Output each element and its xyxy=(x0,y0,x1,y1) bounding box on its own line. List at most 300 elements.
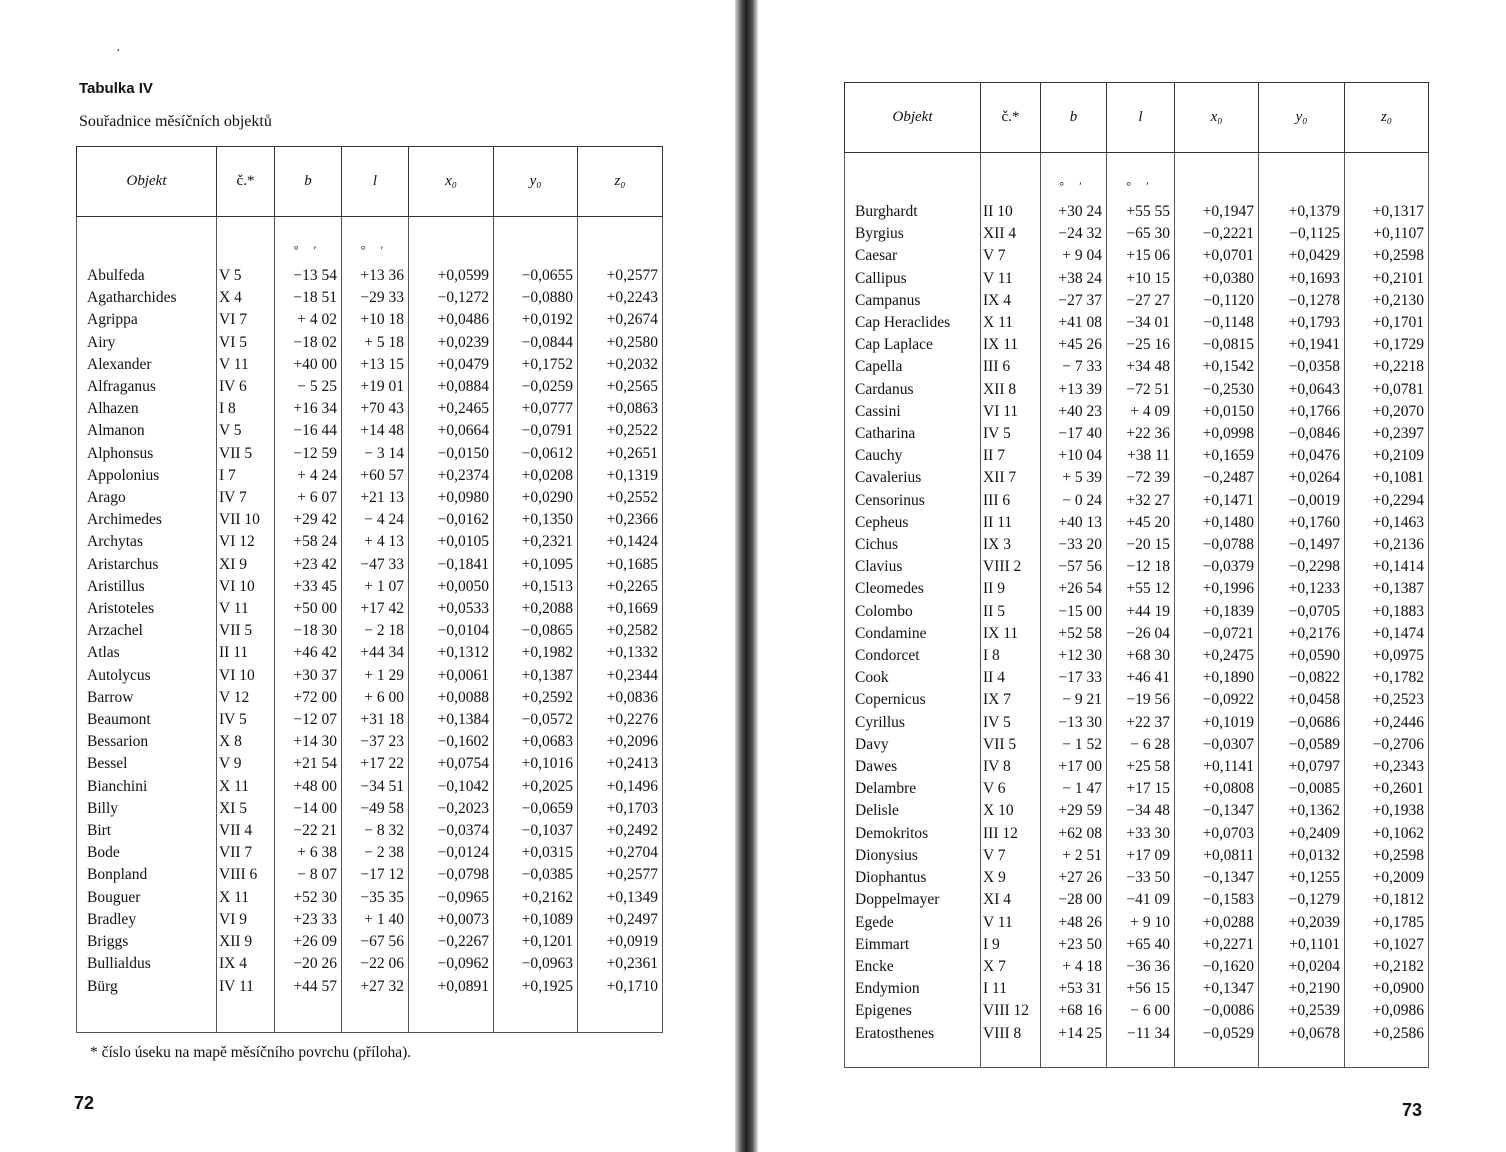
coord-y0: +0,0192 xyxy=(494,309,578,331)
table-header-row xyxy=(77,147,663,217)
longitude-l: − 8 32 xyxy=(342,820,409,842)
longitude-l: +31 18 xyxy=(342,709,409,731)
longitude-l: +22 37 xyxy=(1107,712,1175,734)
latitude-b: +68 16 xyxy=(1041,1000,1107,1022)
coord-z0: +0,1317 xyxy=(1345,201,1429,223)
coord-y0: −0,1278 xyxy=(1259,290,1345,312)
coord-z0: +0,1027 xyxy=(1345,934,1429,956)
coord-z0: +0,1701 xyxy=(1345,312,1429,334)
object-name: Bouguer xyxy=(77,887,217,909)
longitude-l: +15 06 xyxy=(1107,245,1175,267)
table-row xyxy=(77,887,663,909)
coord-x0: −0,0788 xyxy=(1175,534,1259,556)
table-end-cell xyxy=(1107,1045,1175,1068)
coord-z0: +0,1685 xyxy=(578,554,663,576)
latitude-b: +40 13 xyxy=(1041,512,1107,534)
object-name: Airy xyxy=(77,332,217,354)
longitude-l: − 6 28 xyxy=(1107,734,1175,756)
longitude-l: − 6 00 xyxy=(1107,1000,1175,1022)
object-name: Burghardt xyxy=(845,201,981,223)
object-name: Davy xyxy=(845,734,981,756)
table-row xyxy=(77,287,663,309)
section-number: VIII 2 xyxy=(981,556,1041,578)
table-row xyxy=(845,379,1429,401)
longitude-l: +14 48 xyxy=(342,420,409,442)
coord-y0: +0,1201 xyxy=(494,931,578,953)
latitude-b: −20 26 xyxy=(275,953,342,975)
object-name: Aristarchus xyxy=(77,554,217,576)
header-z0: z₀ xyxy=(1345,83,1429,153)
latitude-b: +52 30 xyxy=(275,887,342,909)
object-name: Catharina xyxy=(845,423,981,445)
section-number: V 11 xyxy=(981,912,1041,934)
latitude-b: −18 30 xyxy=(275,620,342,642)
coord-z0: +0,2294 xyxy=(1345,490,1429,512)
longitude-l: −72 39 xyxy=(1107,467,1175,489)
coord-x0: +0,1019 xyxy=(1175,712,1259,734)
longitude-l: +17 15 xyxy=(1107,778,1175,800)
section-number: I 7 xyxy=(217,465,275,487)
table-end-cell xyxy=(342,998,409,1033)
table-row xyxy=(77,332,663,354)
section-number: I 11 xyxy=(981,978,1041,1000)
coord-x0: +0,0701 xyxy=(1175,245,1259,267)
object-name: Bradley xyxy=(77,909,217,931)
coord-z0: +0,1062 xyxy=(1345,823,1429,845)
section-number: X 10 xyxy=(981,800,1041,822)
section-number: IX 7 xyxy=(981,689,1041,711)
coord-y0: −0,0019 xyxy=(1259,490,1345,512)
coordinates-table-left xyxy=(76,146,663,1033)
section-number: X 11 xyxy=(217,776,275,798)
coord-x0: −0,0086 xyxy=(1175,1000,1259,1022)
coord-x0: −0,0150 xyxy=(409,443,494,465)
unit-cell-empty xyxy=(1345,153,1429,202)
table-row xyxy=(77,798,663,820)
table-end-cell xyxy=(981,1045,1041,1068)
object-name: Billy xyxy=(77,798,217,820)
longitude-l: −17 12 xyxy=(342,864,409,886)
unit-cell-empty xyxy=(1175,153,1259,202)
coord-x0: −0,0922 xyxy=(1175,689,1259,711)
latitude-b: +16 34 xyxy=(275,398,342,420)
table-row xyxy=(77,309,663,331)
section-number: V 11 xyxy=(217,354,275,376)
coord-y0: −0,0846 xyxy=(1259,423,1345,445)
table-row xyxy=(77,487,663,509)
coord-z0: +0,0986 xyxy=(1345,1000,1429,1022)
coord-y0: +0,1379 xyxy=(1259,201,1345,223)
longitude-l: + 5 18 xyxy=(342,332,409,354)
section-number: IV 5 xyxy=(981,423,1041,445)
section-number: VII 4 xyxy=(217,820,275,842)
coord-z0: +0,2101 xyxy=(1345,268,1429,290)
coord-z0: +0,2523 xyxy=(1345,689,1429,711)
longitude-l: +60 57 xyxy=(342,465,409,487)
table-row xyxy=(845,534,1429,556)
coord-x0: +0,0754 xyxy=(409,753,494,775)
latitude-b: +48 00 xyxy=(275,776,342,798)
section-number: VII 10 xyxy=(217,509,275,531)
coord-x0: −0,0815 xyxy=(1175,334,1259,356)
object-name: Archytas xyxy=(77,531,217,553)
table-row xyxy=(845,245,1429,267)
object-name: Doppelmayer xyxy=(845,889,981,911)
section-number: IX 4 xyxy=(981,290,1041,312)
longitude-l: −19 56 xyxy=(1107,689,1175,711)
object-name: Cleomedes xyxy=(845,578,981,600)
latitude-b: +10 04 xyxy=(1041,445,1107,467)
section-number: X 11 xyxy=(217,887,275,909)
longitude-l: +32 27 xyxy=(1107,490,1175,512)
coord-x0: +0,0808 xyxy=(1175,778,1259,800)
latitude-b: +29 42 xyxy=(275,509,342,531)
longitude-l: +70 43 xyxy=(342,398,409,420)
coord-y0: +0,1693 xyxy=(1259,268,1345,290)
longitude-l: −20 15 xyxy=(1107,534,1175,556)
page-number-left: 72 xyxy=(74,1093,95,1113)
latitude-b: −27 37 xyxy=(1041,290,1107,312)
object-name: Bianchini xyxy=(77,776,217,798)
header-b: b xyxy=(1041,83,1107,153)
coord-y0: −0,1279 xyxy=(1259,889,1345,911)
longitude-l: +68 30 xyxy=(1107,645,1175,667)
longitude-l: +19 01 xyxy=(342,376,409,398)
longitude-l: −11 34 xyxy=(1107,1023,1175,1045)
coord-y0: −0,0572 xyxy=(494,709,578,731)
coord-y0: +0,0315 xyxy=(494,842,578,864)
table-row xyxy=(845,512,1429,534)
coord-y0: −0,0085 xyxy=(1259,778,1345,800)
object-name: Demokritos xyxy=(845,823,981,845)
longitude-l: −25 16 xyxy=(1107,334,1175,356)
longitude-l: +17 42 xyxy=(342,598,409,620)
longitude-l: −65 30 xyxy=(1107,223,1175,245)
coord-y0: +0,1941 xyxy=(1259,334,1345,356)
coord-z0: +0,1785 xyxy=(1345,912,1429,934)
latitude-b: −18 02 xyxy=(275,332,342,354)
section-number: VIII 12 xyxy=(981,1000,1041,1022)
coord-x0: −0,0965 xyxy=(409,887,494,909)
longitude-l: + 6 00 xyxy=(342,687,409,709)
coord-z0: +0,0863 xyxy=(578,398,663,420)
coord-z0: +0,2218 xyxy=(1345,356,1429,378)
header-y0: y₀ xyxy=(1259,83,1345,153)
section-number: X 4 xyxy=(217,287,275,309)
object-name: Cepheus xyxy=(845,512,981,534)
table-row xyxy=(77,598,663,620)
latitude-b: +14 30 xyxy=(275,731,342,753)
coord-z0: +0,2552 xyxy=(578,487,663,509)
coord-z0: +0,2182 xyxy=(1345,956,1429,978)
object-name: Censorinus xyxy=(845,490,981,512)
object-name: Bessarion xyxy=(77,731,217,753)
coord-x0: +0,0061 xyxy=(409,665,494,687)
latitude-b: +46 42 xyxy=(275,642,342,664)
coord-x0: +0,0980 xyxy=(409,487,494,509)
longitude-l: −27 27 xyxy=(1107,290,1175,312)
coord-y0: +0,0777 xyxy=(494,398,578,420)
longitude-l: +65 40 xyxy=(1107,934,1175,956)
latitude-b: +48 26 xyxy=(1041,912,1107,934)
latitude-b: +38 24 xyxy=(1041,268,1107,290)
table-row xyxy=(845,201,1429,223)
unit-l: ° ′ xyxy=(342,217,409,266)
latitude-b: +21 54 xyxy=(275,753,342,775)
coord-z0: +0,2598 xyxy=(1345,245,1429,267)
coord-y0: +0,0132 xyxy=(1259,845,1345,867)
object-name: Eimmart xyxy=(845,934,981,956)
table-end-cell xyxy=(1345,1045,1429,1068)
table-row xyxy=(77,931,663,953)
unit-cell-empty xyxy=(981,153,1041,202)
coord-z0: +0,2651 xyxy=(578,443,663,465)
section-number: VII 7 xyxy=(217,842,275,864)
latitude-b: + 9 04 xyxy=(1041,245,1107,267)
coord-z0: +0,2492 xyxy=(578,820,663,842)
object-name: Cardanus xyxy=(845,379,981,401)
latitude-b: −12 07 xyxy=(275,709,342,731)
object-name: Cook xyxy=(845,667,981,689)
coord-x0: −0,1272 xyxy=(409,287,494,309)
longitude-l: +17 22 xyxy=(342,753,409,775)
coord-z0: +0,1107 xyxy=(1345,223,1429,245)
table-row xyxy=(845,445,1429,467)
longitude-l: +25 58 xyxy=(1107,756,1175,778)
table-row xyxy=(77,842,663,864)
header-l: l xyxy=(1107,83,1175,153)
section-number: V 9 xyxy=(217,753,275,775)
object-name: Delambre xyxy=(845,778,981,800)
object-name: Egede xyxy=(845,912,981,934)
coord-x0: +0,1471 xyxy=(1175,490,1259,512)
coord-y0: −0,0844 xyxy=(494,332,578,354)
longitude-l: +44 34 xyxy=(342,642,409,664)
section-number: II 7 xyxy=(981,445,1041,467)
coord-z0: +0,1319 xyxy=(578,465,663,487)
table-row xyxy=(77,642,663,664)
section-number: V 11 xyxy=(217,598,275,620)
object-name: Cyrillus xyxy=(845,712,981,734)
footnote: * číslo úseku na mapě měsíčního povrchu (příloha). xyxy=(90,1044,412,1061)
latitude-b: −16 44 xyxy=(275,420,342,442)
coord-x0: +0,0998 xyxy=(1175,423,1259,445)
header-x0: x₀ xyxy=(409,147,494,217)
coord-y0: −0,0259 xyxy=(494,376,578,398)
table-header-row xyxy=(845,83,1429,153)
header-b: b xyxy=(275,147,342,217)
object-name: Arzachel xyxy=(77,620,217,642)
coord-y0: +0,1233 xyxy=(1259,578,1345,600)
table-row xyxy=(77,709,663,731)
coord-y0: +0,0683 xyxy=(494,731,578,753)
section-number: VI 5 xyxy=(217,332,275,354)
longitude-l: +55 55 xyxy=(1107,201,1175,223)
table-row xyxy=(845,800,1429,822)
coord-z0: +0,2243 xyxy=(578,287,663,309)
latitude-b: − 5 25 xyxy=(275,376,342,398)
table-row xyxy=(845,912,1429,934)
coord-x0: +0,1996 xyxy=(1175,578,1259,600)
latitude-b: +58 24 xyxy=(275,531,342,553)
coord-x0: +0,0533 xyxy=(409,598,494,620)
coord-x0: +0,0050 xyxy=(409,576,494,598)
coord-x0: +0,1347 xyxy=(1175,978,1259,1000)
latitude-b: −15 00 xyxy=(1041,601,1107,623)
coord-y0: +0,0264 xyxy=(1259,467,1345,489)
coord-y0: −0,0822 xyxy=(1259,667,1345,689)
longitude-l: +34 48 xyxy=(1107,356,1175,378)
section-number: VI 12 xyxy=(217,531,275,553)
coord-x0: +0,0884 xyxy=(409,376,494,398)
table-row xyxy=(845,667,1429,689)
latitude-b: + 6 07 xyxy=(275,487,342,509)
coord-x0: +0,0288 xyxy=(1175,912,1259,934)
coord-z0: −0,2706 xyxy=(1345,734,1429,756)
coord-y0: +0,1793 xyxy=(1259,312,1345,334)
coord-z0: +0,0900 xyxy=(1345,978,1429,1000)
table-row xyxy=(77,820,663,842)
object-name: Agrippa xyxy=(77,309,217,331)
object-name: Arago xyxy=(77,487,217,509)
latitude-b: +62 08 xyxy=(1041,823,1107,845)
longitude-l: −34 01 xyxy=(1107,312,1175,334)
table-row xyxy=(845,312,1429,334)
coord-z0: +0,2577 xyxy=(578,265,663,287)
coord-y0: +0,1925 xyxy=(494,976,578,998)
header-z0: z₀ xyxy=(578,147,663,217)
object-name: Alfraganus xyxy=(77,376,217,398)
coord-x0: +0,0088 xyxy=(409,687,494,709)
coord-y0: +0,0204 xyxy=(1259,956,1345,978)
coord-z0: +0,2582 xyxy=(578,620,663,642)
longitude-l: −49 58 xyxy=(342,798,409,820)
latitude-b: +23 50 xyxy=(1041,934,1107,956)
coord-x0: +0,1480 xyxy=(1175,512,1259,534)
table-row xyxy=(845,823,1429,845)
unit-b: ° ′ xyxy=(1041,153,1107,202)
table-subtitle: Souřadnice měsíčních objektů xyxy=(79,113,272,130)
section-number: VI 11 xyxy=(981,401,1041,423)
table-row xyxy=(77,687,663,709)
coord-y0: +0,2039 xyxy=(1259,912,1345,934)
coord-z0: +0,2446 xyxy=(1345,712,1429,734)
latitude-b: +12 30 xyxy=(1041,645,1107,667)
table-row xyxy=(845,756,1429,778)
coord-y0: +0,0208 xyxy=(494,465,578,487)
object-name: Dawes xyxy=(845,756,981,778)
coord-z0: +0,2136 xyxy=(1345,534,1429,556)
coord-y0: −0,0880 xyxy=(494,287,578,309)
section-number: I 8 xyxy=(981,645,1041,667)
longitude-l: −36 36 xyxy=(1107,956,1175,978)
coord-x0: +0,0479 xyxy=(409,354,494,376)
longitude-l: − 3 14 xyxy=(342,443,409,465)
table-row xyxy=(77,265,663,287)
longitude-l: + 1 29 xyxy=(342,665,409,687)
object-name: Bonpland xyxy=(77,864,217,886)
object-name: Colombo xyxy=(845,601,981,623)
section-number: V 7 xyxy=(981,245,1041,267)
latitude-b: +13 39 xyxy=(1041,379,1107,401)
table-row xyxy=(845,845,1429,867)
latitude-b: −14 00 xyxy=(275,798,342,820)
object-name: Campanus xyxy=(845,290,981,312)
section-number: V 7 xyxy=(981,845,1041,867)
coord-x0: +0,0380 xyxy=(1175,268,1259,290)
object-name: Bullialdus xyxy=(77,953,217,975)
longitude-l: −47 33 xyxy=(342,554,409,576)
object-name: Epigenes xyxy=(845,1000,981,1022)
coord-z0: +0,2361 xyxy=(578,953,663,975)
coord-z0: +0,2109 xyxy=(1345,445,1429,467)
object-name: Capella xyxy=(845,356,981,378)
unit-cell-empty xyxy=(409,217,494,266)
section-number: VII 5 xyxy=(217,620,275,642)
coord-y0: +0,1255 xyxy=(1259,867,1345,889)
coord-y0: −0,0612 xyxy=(494,443,578,465)
coord-z0: +0,2130 xyxy=(1345,290,1429,312)
table-row xyxy=(77,354,663,376)
coord-y0: +0,1350 xyxy=(494,509,578,531)
coord-z0: +0,2009 xyxy=(1345,867,1429,889)
longitude-l: + 1 40 xyxy=(342,909,409,931)
coord-x0: −0,1347 xyxy=(1175,800,1259,822)
coord-x0: +0,0664 xyxy=(409,420,494,442)
coord-z0: +0,2413 xyxy=(578,753,663,775)
section-number: XI 9 xyxy=(217,554,275,576)
table-end-cell xyxy=(494,998,578,1033)
coord-z0: +0,2397 xyxy=(1345,423,1429,445)
latitude-b: +26 54 xyxy=(1041,578,1107,600)
unit-cell-empty xyxy=(77,217,217,266)
section-number: IV 8 xyxy=(981,756,1041,778)
coord-x0: −0,0307 xyxy=(1175,734,1259,756)
latitude-b: +44 57 xyxy=(275,976,342,998)
coord-z0: +0,2704 xyxy=(578,842,663,864)
table-row xyxy=(845,578,1429,600)
section-number: IX 11 xyxy=(981,334,1041,356)
table-row xyxy=(845,268,1429,290)
latitude-b: +26 09 xyxy=(275,931,342,953)
table-row xyxy=(845,490,1429,512)
object-name: Diophantus xyxy=(845,867,981,889)
table-end-cell xyxy=(578,998,663,1033)
latitude-b: −18 51 xyxy=(275,287,342,309)
table-row xyxy=(845,889,1429,911)
object-name: Autolycus xyxy=(77,665,217,687)
coord-x0: +0,1312 xyxy=(409,642,494,664)
coord-y0: +0,1362 xyxy=(1259,800,1345,822)
coord-z0: +0,2032 xyxy=(578,354,663,376)
latitude-b: +45 26 xyxy=(1041,334,1107,356)
table-row xyxy=(77,398,663,420)
latitude-b: + 6 38 xyxy=(275,842,342,864)
table-row xyxy=(77,465,663,487)
coord-z0: +0,1332 xyxy=(578,642,663,664)
section-number: III 6 xyxy=(981,356,1041,378)
latitude-b: +14 25 xyxy=(1041,1023,1107,1045)
section-number: II 11 xyxy=(981,512,1041,534)
coord-z0: +0,1938 xyxy=(1345,800,1429,822)
latitude-b: −13 54 xyxy=(275,265,342,287)
coord-y0: −0,0705 xyxy=(1259,601,1345,623)
latitude-b: −17 33 xyxy=(1041,667,1107,689)
coord-y0: +0,0458 xyxy=(1259,689,1345,711)
coord-x0: −0,0962 xyxy=(409,953,494,975)
table-end-cell xyxy=(409,998,494,1033)
coord-y0: +0,0643 xyxy=(1259,379,1345,401)
